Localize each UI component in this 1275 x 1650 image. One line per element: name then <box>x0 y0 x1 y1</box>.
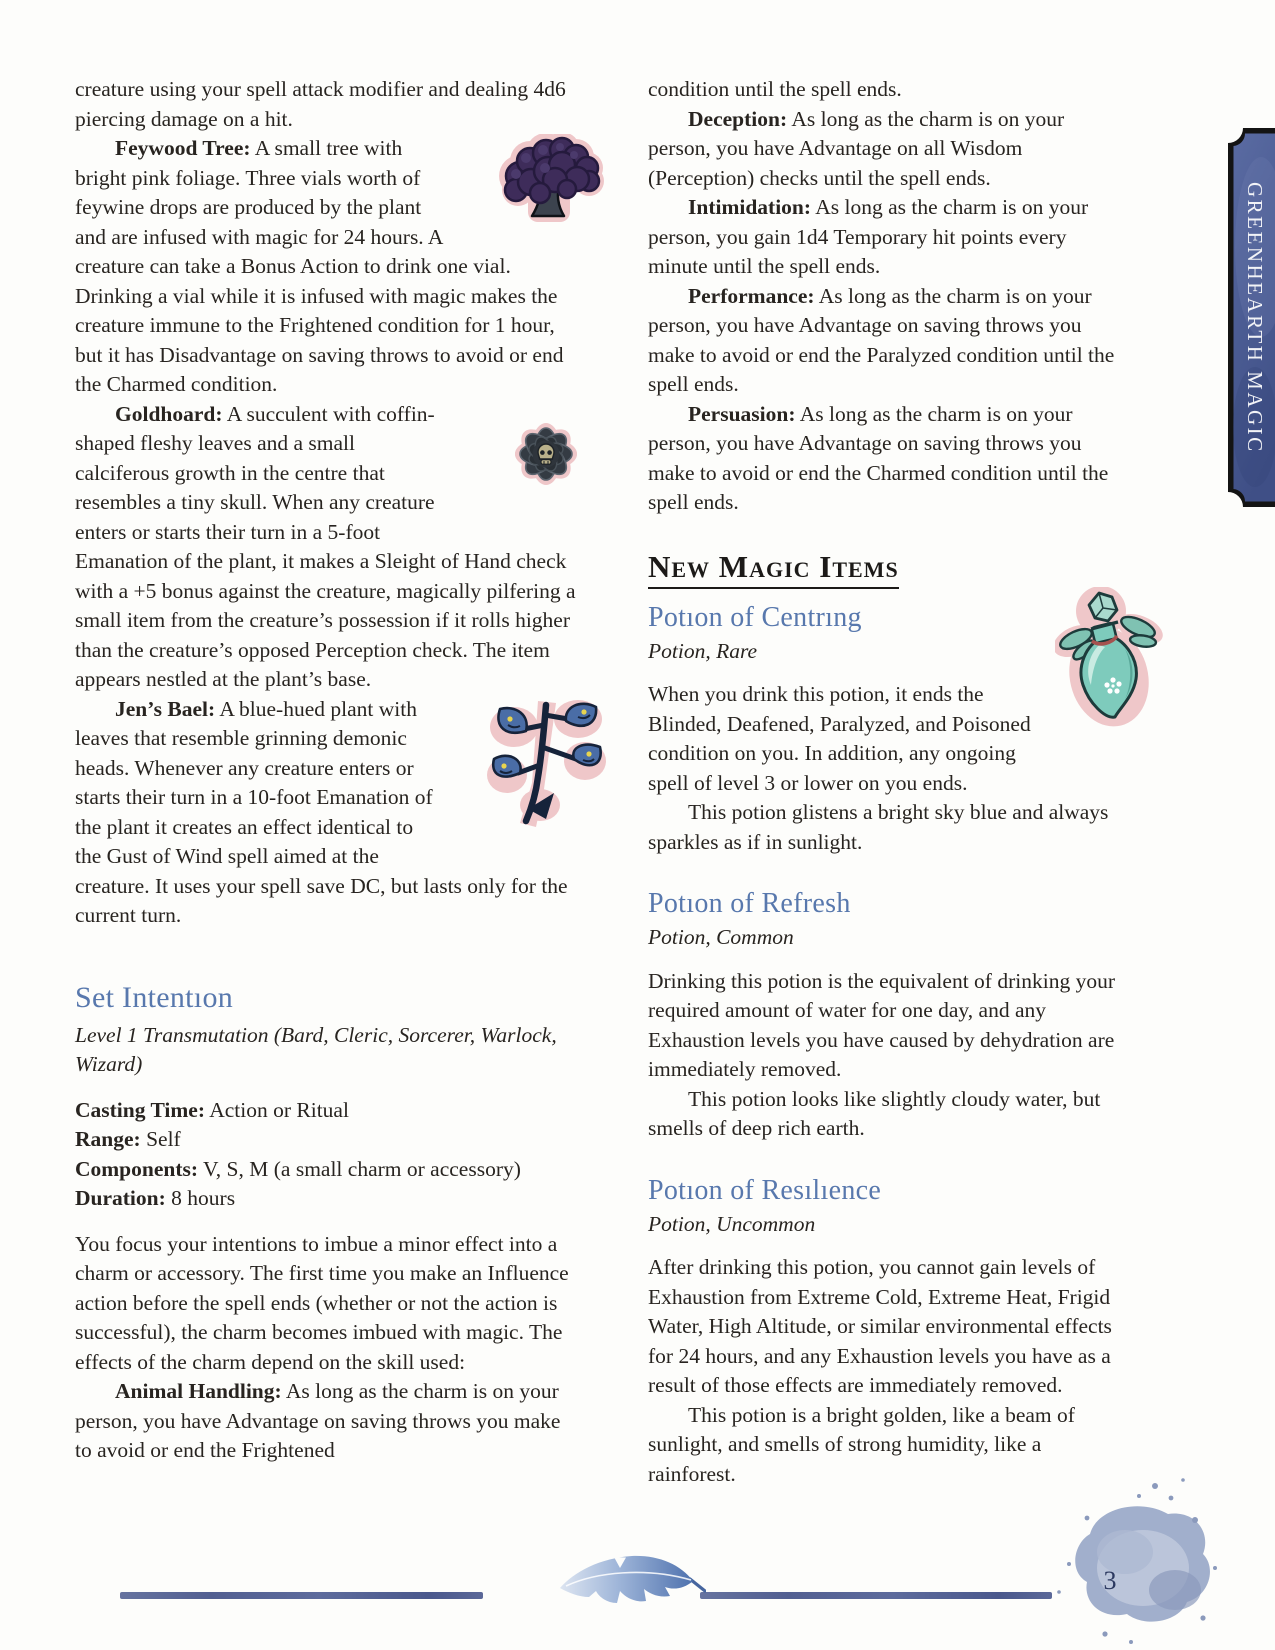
skill-name: Intimidation: <box>688 195 812 219</box>
spell-stat-block <box>75 1096 576 1214</box>
item-paragraph: When you drink this potion, it ends the Blinded, Deafened, Paralyzed, and Poisoned condition on you. In addition, any ongoing spell of level 3 or lower on you ends. <box>648 682 1031 795</box>
skill-text: As long as the charm is on your person, you gain 1d4 Temporary hit points every minute until the spell ends. <box>648 195 1089 278</box>
skill-name: Performance: <box>688 283 815 308</box>
item-title: Potıon of Resılıence <box>648 1174 882 1206</box>
spell-description: You focus your intentions to imbue a minor effect into a charm or accessory. The first time you make an Influence action before the spell ends (whether or not the action is successful), the charm becomes imbued with magic. The effects of the charm depend on the skill used: <box>75 1231 569 1374</box>
intro-paragraph: creature using your spell attack modifier and dealing 4d6 piercing damage on a hit. <box>75 77 566 131</box>
skill-paragraph-deception <box>648 105 1131 194</box>
magic-item-potion-of-refresh <box>648 887 1131 1144</box>
chapter-tab <box>1221 127 1275 508</box>
skill-name: Animal Handling: <box>115 1379 282 1403</box>
plant-name: Goldhoard: <box>115 401 223 426</box>
feywood-tree-icon <box>456 134 604 233</box>
left-column <box>75 75 576 1466</box>
goldhoard-flower-icon <box>446 406 604 515</box>
stat-line <box>75 1125 576 1155</box>
page-number: 3 <box>1103 1566 1117 1595</box>
spell-title: Set Intentıon <box>75 980 234 1014</box>
item-title: Potıon of Centrıng <box>648 601 862 633</box>
item-paragraph: This potion looks like slightly cloudy water, but smells of deep rich earth. <box>648 1086 1101 1140</box>
skill-paragraph-intimidation <box>648 193 1131 282</box>
section-title: New Magic Items <box>648 548 899 589</box>
item-paragraph: This potion glistens a bright sky blue and always sparkles as if in sunlight. <box>648 800 1109 854</box>
plant-paragraph-jens-bael <box>75 695 576 931</box>
plant-paragraph-feywood <box>75 134 576 400</box>
stat-line <box>75 1184 576 1214</box>
item-paragraph: After drinking this potion, you cannot gain levels of Exhaustion from Extreme Cold, Extreme Heat, Frigid Water, High Altitude, or similar environmental effects for 24 hours, and any Exhaustion levels you have as a result of those effects are immediately removed. <box>648 1255 1112 1397</box>
plant-text: A blue-hued plant with leaves that resemble grinning demonic heads. Whenever any creature enters or starts their turn in a 10-foot Emanation of the plant it creates an effect identical to the Gust of Wind spell aimed at the creature. It uses your spell save DC, but lasts only for the current turn. <box>75 696 568 927</box>
item-paragraph: This potion is a bright golden, like a beam of sunlight, and smells of strong humidity, like a rainforest. <box>648 1402 1075 1486</box>
potion-bottle-icon <box>1055 587 1163 741</box>
stat-label: Components: <box>75 1156 199 1181</box>
item-type: Potion, Uncommon <box>648 1211 816 1236</box>
plant-name: Feywood Tree: <box>115 136 251 160</box>
stat-label: Casting Time: <box>75 1097 206 1122</box>
feather-icon <box>556 1546 706 1623</box>
stat-line <box>75 1096 576 1126</box>
item-paragraph: Drinking this potion is the equivalent of drinking your required amount of water for one day, and any Exhaustion levels you have caused by dehydration are immediately removed. <box>648 968 1115 1081</box>
stat-value: Action or Ritual <box>209 1097 349 1122</box>
stat-value: Self <box>146 1127 181 1151</box>
stat-line <box>75 1155 576 1185</box>
stat-label: Duration: <box>75 1186 166 1210</box>
chapter-tab-label: GREENHEARTH MAGIC <box>1243 181 1267 454</box>
right-column <box>648 75 1131 1489</box>
skill-name: Persuasion: <box>688 401 796 426</box>
skill-paragraph-performance <box>648 282 1131 400</box>
plant-text: A succulent with coffin-shaped fleshy leaves and a small calciferous growth in the centre that resembles a tiny skull. When any creature enters or starts their turn in a 5-foot Emanation of the plant, it makes a Sleight of Hand check with a +5 bonus against the creature, magically pilfering a small item from the creature’s possession if it rolls higher than the creature’s opposed Perception check. The item appears nestled at the plant’s base. <box>75 401 576 691</box>
continuation-paragraph: condition until the spell ends. <box>648 77 902 101</box>
item-type: Potion, Common <box>648 925 794 949</box>
plant-name: Jen’s Bael: <box>115 696 216 721</box>
footer-rule-left <box>120 1592 483 1599</box>
skill-text: As long as the charm is on your person, you have Advantage on saving throws you make to avoid or end the Frightened <box>75 1379 561 1462</box>
skill-paragraph-animal-handling <box>75 1377 576 1466</box>
skill-paragraph-persuasion <box>648 400 1131 518</box>
stat-label: Range: <box>75 1127 141 1151</box>
footer-rule-right <box>700 1592 1052 1599</box>
jens-bael-icon <box>446 697 608 841</box>
stat-value: V, S, M (a small charm or accessory) <box>203 1156 521 1181</box>
skill-text: As long as the charm is on your person, you have Advantage on saving throws you make to avoid or end the Charmed condition until the spell ends. <box>648 401 1109 514</box>
magic-item-potion-of-resilience <box>648 1174 1131 1490</box>
skill-name: Deception: <box>688 106 788 131</box>
item-title: Potıon of Refresh <box>648 888 851 919</box>
skill-text: As long as the charm is on your person, you have Advantage on saving throws you make to avoid or end the Paralyzed condition until the spell ends. <box>648 283 1115 396</box>
magic-item-potion-of-centring <box>648 601 1131 858</box>
spell-subtitle: Level 1 Transmutation (Bard, Cleric, Sorcerer, Warlock, Wizard) <box>75 1022 557 1076</box>
watercolor-splat <box>1035 1472 1225 1650</box>
skill-text: As long as the charm is on your person, you have Advantage on all Wisdom (Perception) checks until the spell ends. <box>648 106 1065 190</box>
item-type: Potion, Rare <box>648 638 758 663</box>
plant-paragraph-goldhoard <box>75 400 576 695</box>
stat-value: 8 hours <box>171 1186 236 1210</box>
plant-text: A small tree with bright pink foliage. Three vials worth of feywine drops are produced by the plant and are infused with magic for 24 hours. A creature can take a Bonus Action to drink one vial. Drinking a vial while it is infused with magic makes the creature immune to the Frightened condition for 1 hour, but it has Disadvantage on saving throws to avoid or end the Charmed condition. <box>75 136 564 396</box>
